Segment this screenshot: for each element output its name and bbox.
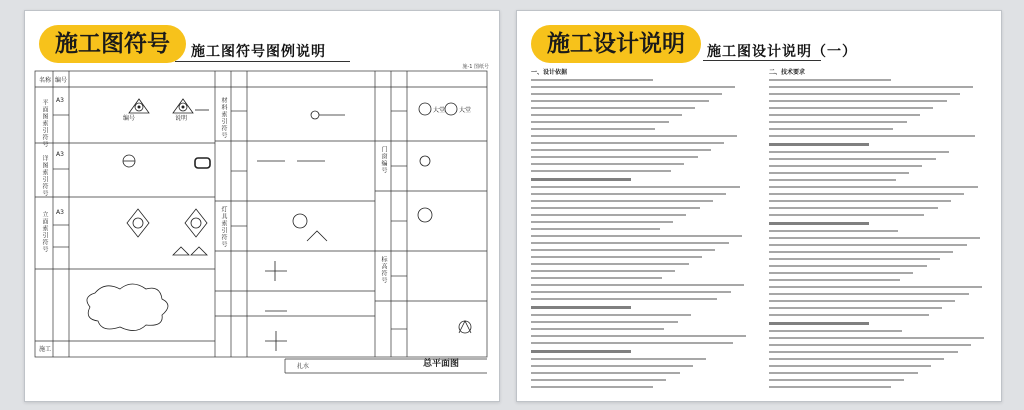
- notes-tag: 施工设计说明: [531, 25, 701, 63]
- text-line: [531, 263, 689, 265]
- text-line: [531, 163, 684, 165]
- text-line: [531, 314, 691, 316]
- symbol-label-lobby: 大堂: [433, 107, 446, 114]
- text-line: [769, 358, 944, 360]
- text-line: [769, 207, 938, 209]
- text-line: [769, 128, 893, 130]
- text-line: [769, 265, 927, 267]
- text-line: [769, 200, 951, 202]
- text-line: [769, 322, 869, 325]
- text-line: [531, 270, 675, 272]
- text-line: [769, 272, 913, 274]
- text-line: [531, 135, 737, 137]
- number-a3: A3: [56, 151, 64, 158]
- text-line: [769, 86, 973, 88]
- text-line: [531, 235, 742, 237]
- col-header-name: 名称: [39, 77, 52, 84]
- text-line: [531, 291, 731, 293]
- legend-title: 施工图符号图例说明: [191, 44, 326, 60]
- text-line: [531, 335, 746, 337]
- text-line: [769, 172, 909, 174]
- text-line: [769, 151, 949, 153]
- text-line: [531, 365, 693, 367]
- text-line: [531, 170, 671, 172]
- text-line: [769, 344, 971, 346]
- text-line: [769, 286, 982, 288]
- text-line: [769, 251, 953, 253]
- text-line: [531, 306, 631, 309]
- row-label-detail-index: 详图索引符号: [41, 155, 48, 197]
- text-line: [769, 300, 955, 302]
- legend-sheet: [24, 10, 500, 402]
- notes-column-left: [531, 79, 753, 393]
- notes-title: 施工图设计说明（一）: [707, 44, 857, 60]
- design-notes-sheet: [516, 10, 1002, 402]
- plan-label: 扎水: [297, 363, 310, 370]
- text-line: [769, 135, 975, 137]
- text-line: [531, 86, 735, 88]
- text-line: [531, 156, 698, 158]
- text-line: [531, 277, 662, 279]
- text-line: [531, 328, 664, 330]
- text-line: [531, 114, 682, 116]
- text-line: [531, 298, 717, 300]
- symbol-label-number: 编号: [123, 115, 136, 122]
- text-line: [769, 93, 960, 95]
- text-line: [531, 372, 680, 374]
- text-line: [769, 179, 896, 181]
- col-header-number: 编号: [55, 77, 68, 84]
- row-label-door-window: 门窗编号: [380, 146, 387, 174]
- legend-tag: 施工图符号: [39, 25, 186, 63]
- text-line: [769, 258, 940, 260]
- notes-column-right: [769, 79, 991, 393]
- text-line: [769, 230, 898, 232]
- text-line: [531, 100, 709, 102]
- symbol-label-description: 说明: [175, 115, 188, 122]
- text-line: [531, 249, 715, 251]
- row-label-lamp-index: 灯具索引符号: [220, 206, 227, 248]
- text-line: [531, 128, 655, 130]
- legend-grid: [25, 11, 499, 401]
- text-line: [769, 279, 900, 281]
- text-line: [769, 114, 920, 116]
- text-line: [769, 100, 947, 102]
- text-line: [769, 337, 984, 339]
- text-line: [531, 221, 673, 223]
- text-line: [531, 200, 713, 202]
- text-line: [769, 330, 902, 332]
- text-line: [531, 207, 700, 209]
- text-line: [769, 143, 869, 146]
- text-line: [769, 307, 942, 309]
- text-line: [531, 228, 660, 230]
- text-line: [531, 93, 722, 95]
- sheet-code: 施-1 图纸号: [462, 64, 489, 70]
- text-line: [531, 358, 706, 360]
- row-label-elevation-mark: 标高符号: [380, 256, 387, 284]
- bottom-row-label: 施工: [39, 346, 52, 353]
- text-line: [769, 193, 964, 195]
- symbol-label-lobby-alt: 大堂: [459, 107, 472, 114]
- text-line: [531, 256, 702, 258]
- text-line: [531, 321, 678, 323]
- text-line: [769, 158, 936, 160]
- text-line: [531, 379, 666, 381]
- text-line: [769, 386, 891, 388]
- text-line: [531, 79, 653, 81]
- text-line: [769, 351, 958, 353]
- number-a3: A3: [56, 97, 64, 104]
- section-label-basis: 一、设计依据: [531, 69, 568, 76]
- text-line: [769, 121, 907, 123]
- text-line: [769, 365, 931, 367]
- text-line: [769, 293, 969, 295]
- text-line: [769, 165, 922, 167]
- text-line: [769, 237, 980, 239]
- row-label-material-index: 材料索引符号: [220, 97, 227, 139]
- notes-title-underline: [703, 60, 821, 61]
- row-label-plan-index: 平面图索引符号: [41, 99, 48, 148]
- row-label-elevation-index: 立面索引符号: [41, 211, 48, 253]
- text-line: [531, 193, 726, 195]
- text-line: [769, 222, 869, 225]
- text-line: [531, 242, 729, 244]
- text-line: [769, 379, 904, 381]
- text-line: [531, 284, 744, 286]
- text-line: [531, 107, 695, 109]
- text-line: [531, 178, 631, 181]
- text-line: [531, 386, 653, 388]
- number-a3: A3: [56, 209, 64, 216]
- text-line: [531, 214, 686, 216]
- text-line: [531, 149, 711, 151]
- text-line: [531, 186, 740, 188]
- text-line: [531, 350, 631, 353]
- text-line: [769, 314, 929, 316]
- plan-title: 总平面图: [423, 359, 460, 369]
- text-line: [769, 107, 933, 109]
- text-line: [769, 214, 924, 216]
- text-line: [531, 142, 724, 144]
- text-line: [531, 121, 669, 123]
- text-line: [769, 244, 967, 246]
- text-line: [769, 79, 891, 81]
- text-line: [769, 372, 918, 374]
- text-line: [531, 342, 733, 344]
- section-label-requirements: 二、技术要求: [769, 69, 806, 76]
- text-line: [769, 186, 978, 188]
